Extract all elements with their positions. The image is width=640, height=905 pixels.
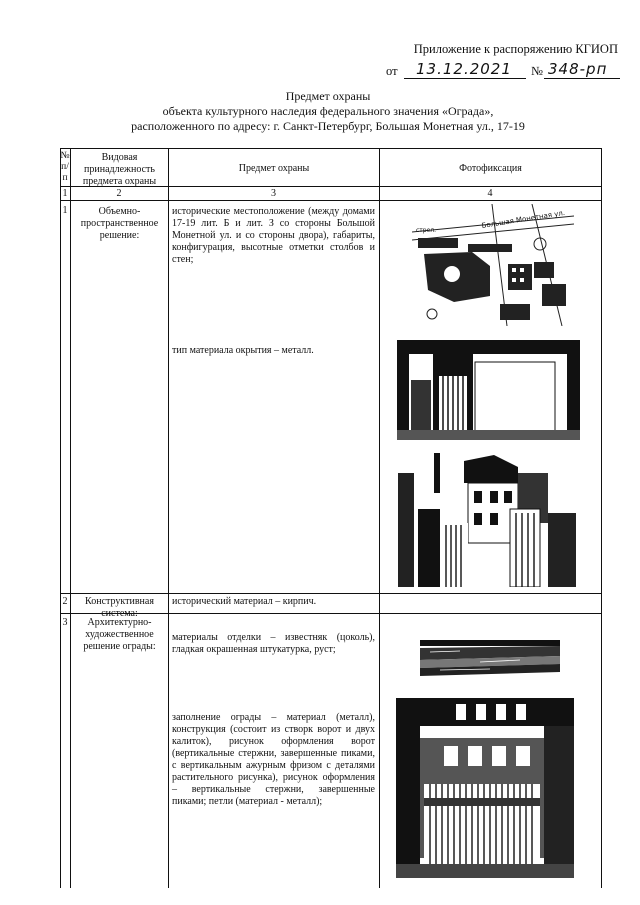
- col-header-type: Видовая принадлежность предмета охраны: [82, 152, 157, 187]
- row-3-item-fence-fill: заполнение ограды – материал (металл), конструкция (состоит из створк ворот и двух калиток), рисунок оформления ворот (вертикальные стержни, завершенные пиками, с вертикальным ажурным фризом с деталями растительного рисунка), рисунок оформления – вертикальные стержни, завершенные пиками; петли (материал - металл);: [172, 712, 375, 807]
- col-header-photo: Фотофиксация: [459, 163, 522, 174]
- document-title: Предмет охраны: [285, 89, 371, 103]
- col-number-1: 1: [62, 188, 68, 199]
- row-2-number: 2: [62, 596, 68, 607]
- col-number-4: 4: [487, 188, 493, 199]
- plinth-photo: [420, 640, 560, 680]
- ornate-gate-photo: [396, 698, 574, 878]
- row-2-type: Конструктивная система:: [85, 596, 154, 619]
- row-1-number: 1: [62, 205, 68, 216]
- handwritten-number: 348-рп: [548, 60, 608, 78]
- handwritten-date: 13.12.2021: [416, 60, 512, 78]
- gate-photo: [397, 340, 580, 440]
- row-3-type: Архитектурно-художественное решение ограды:: [83, 617, 156, 652]
- number-label: №: [531, 64, 543, 78]
- col-header-subject: Предмет охраны: [238, 163, 310, 174]
- row-3-item-finishes: материалы отделки – известняк (цоколь), гладкая окрашенная штукатурка, руст;: [172, 632, 375, 655]
- row-1-item-material: тип материала окрытия – металл.: [172, 345, 314, 356]
- address-line: расположенного по адресу: г. Санкт-Петербург, Большая Монетная ул., 17-19: [131, 119, 525, 133]
- map-photo: [412, 204, 574, 326]
- row-3-number: 3: [62, 617, 68, 628]
- map-street-label: Большая Монетная ул.: [481, 208, 566, 230]
- col-number-2: 2: [116, 188, 122, 199]
- row-1-type: Объемно-пространственное решение:: [80, 206, 159, 241]
- building-photo: [398, 453, 576, 587]
- date-label: от: [386, 64, 398, 78]
- object-line: объекта культурного наследия федерального значения «Ограда»,: [162, 104, 494, 118]
- appendix-title: Приложение к распоряжению КГИОП: [413, 42, 618, 56]
- row-2-item-material: исторический материал – кирпич.: [172, 596, 317, 607]
- col-number-3: 3: [271, 188, 276, 199]
- col-header-number: № п/п: [60, 151, 70, 183]
- map-small-label: стрел.: [416, 227, 437, 234]
- row-1-item-location: исторические местоположение (между домами 17-19 лит. Б и лит. З со стороны Большой Монетной ул. и со стороны двора), габариты, конфигурация, высотные отметки столбов и стен;: [172, 206, 375, 265]
